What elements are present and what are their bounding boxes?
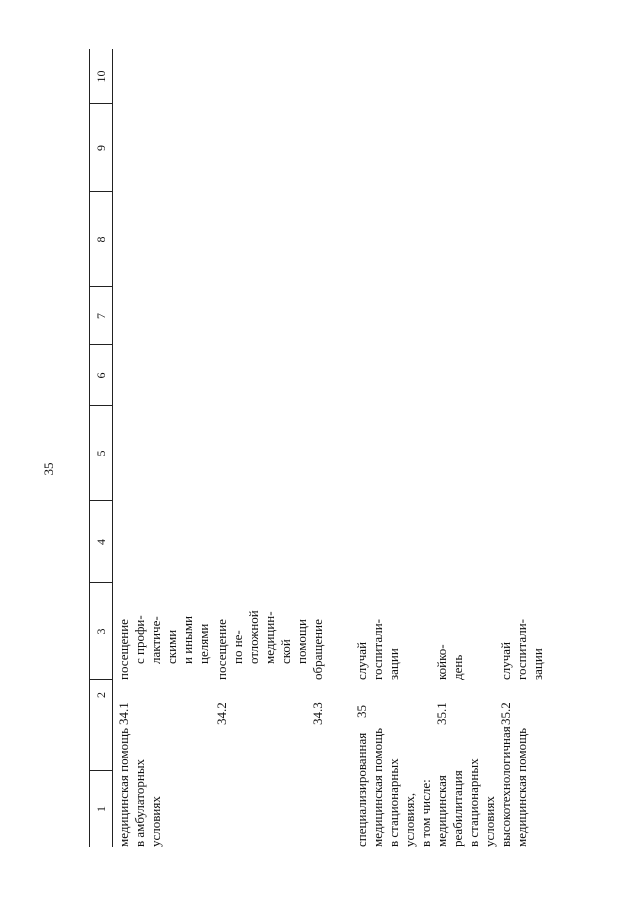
group2-col1-line: реабилитация [450, 770, 465, 847]
row-unit-line: и иными [180, 615, 195, 664]
row-code-34-1: 34.1 [116, 702, 131, 725]
row-unit-line: с профи- [132, 615, 147, 664]
table-top-rule [89, 49, 90, 847]
group2-col1-line: условиях, [402, 792, 417, 847]
header-col-5: 5 [94, 450, 108, 457]
row-code-34-2: 34.2 [214, 702, 229, 725]
row-unit-line: скими [164, 629, 179, 664]
group1-col1-line: в амбулаторных [132, 758, 147, 847]
header-col-8: 8 [94, 236, 108, 243]
header-col-10: 10 [94, 70, 108, 83]
group1-col1-line: медицинская помощь [116, 727, 131, 847]
row-unit-line: случай [498, 641, 513, 680]
row-unit-line: день [450, 654, 465, 680]
group1-col1-line: условиях [148, 796, 163, 847]
row-unit-line: зации [530, 648, 545, 680]
group2-col1-line: специализированная [354, 732, 369, 847]
page-number: 35 [41, 462, 56, 476]
group2-col1-line: в стационарных [386, 758, 401, 847]
group2-col1-line: условиях [482, 796, 497, 847]
row-unit-line: посещение [214, 619, 229, 680]
row-unit-line: случай [354, 641, 369, 680]
header-col-1: 1 [94, 806, 108, 812]
row-code-35: 35 [354, 705, 369, 718]
row-unit-line: ской [278, 639, 293, 664]
row-unit-line: медицин- [262, 611, 277, 664]
group2-col1-line: в том числе: [418, 779, 433, 847]
header-col-3: 3 [94, 628, 108, 635]
row-code-35-2: 35.2 [498, 702, 513, 725]
group2-col1-line: высокотехнологичная [498, 726, 513, 847]
header-col-9: 9 [94, 145, 108, 151]
group2-col1-line: медицинская помощь [370, 727, 385, 847]
row-unit-line: госпитали- [514, 618, 529, 680]
row-unit-line: по не- [230, 630, 245, 664]
row-unit-line: госпитали- [370, 618, 385, 680]
row-unit-line: отложной [246, 610, 261, 664]
header-col-7: 7 [94, 313, 108, 319]
group2-col1-line: в стационарных [466, 758, 481, 847]
header-bottom-rule [112, 49, 113, 847]
row-code-34-3: 34.3 [310, 702, 325, 725]
group2-col1-line: медицинская [434, 775, 449, 847]
row-unit-line: обращение [310, 619, 325, 680]
row-unit-line: лактиче- [148, 616, 163, 664]
row-unit-line: зации [386, 648, 401, 680]
row-unit-line: койко- [434, 644, 449, 680]
row-unit-line: помощи [294, 619, 309, 664]
row-unit-line: посещение [116, 619, 131, 680]
header-col-4: 4 [94, 539, 108, 545]
header-col-2: 2 [94, 692, 108, 698]
row-unit-line: целями [196, 623, 211, 664]
row-code-35-1: 35.1 [434, 702, 449, 725]
header-col-6: 6 [94, 372, 108, 379]
group2-col1-line: медицинская помощь [514, 727, 529, 847]
